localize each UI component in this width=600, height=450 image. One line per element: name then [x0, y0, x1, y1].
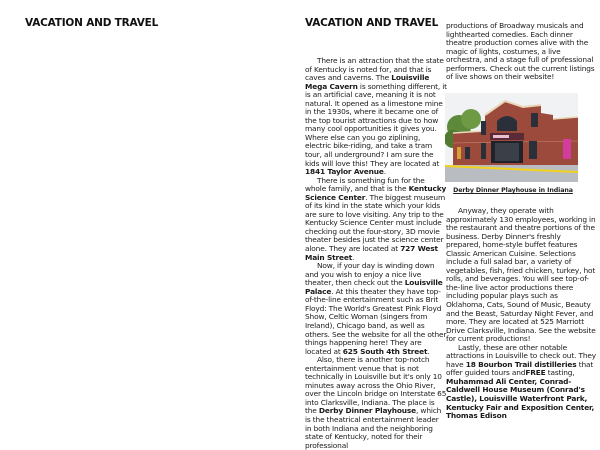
text: .	[383, 167, 386, 177]
left-page-heading: VACATION AND TRAVEL	[25, 17, 159, 29]
paragraph-derby-dinner	[305, 356, 447, 450]
bold-address: 727 West Main Street	[305, 244, 438, 262]
bold-place-list: Muhammad Ali Center, Conrad-Caldwell House Museum (Conrad's Castle), Louisville Waterfront Park, Kentucky Fair and Exposition Center, Thomas Edison	[446, 376, 595, 421]
paragraph-other-attractions	[446, 344, 596, 421]
bold-address: 625 South 4th Street	[342, 346, 428, 356]
text: , which is the theatrical entertainment leader in both Indiana and the neighboring state of Kentucky, noted for their professional	[305, 406, 442, 450]
paragraph-productions: productions of Broadway musicals and lighthearted comedies. Each dinner theatre production comes alive with the magic of lights, costumes, a live orchestra, and a stage full of professional performers. Check out the current listings of live shows on their website!	[446, 21, 595, 82]
text: Now, if your day is winding down and you wish to enjoy a nice live theater, then check out the	[305, 261, 435, 288]
text: . At this theater they have top-of-the-line entertainment such as Brit Floyd: The World's Greatest Pink Floyd Show, Celtic Woman (singers from Ireland), Chicago band, as well as others. See the website for all the other things happening here! They are located at	[305, 286, 447, 356]
playhouse-photo	[445, 93, 578, 182]
text: Also, there is another top-notch entertainment venue that is not technically in Louisville but it's only 10 minutes away across the Ohio River, over the Lincoln bridge on Interstate 65 into Clarksville, Indiana. The place is the	[305, 355, 447, 416]
article-column-1	[305, 57, 447, 450]
bold-address: 1841 Taylor Avenue	[305, 167, 384, 177]
bold-place-name: 18 Bourbon Trail distilleries	[465, 359, 577, 369]
right-page-heading: VACATION AND TRAVEL	[305, 17, 439, 29]
paragraph-derby-operations: Anyway, they operate with approximately 130 employees, working in the restaurant and theatre portions of the business. Derby Dinner's freshly prepared, home-style buffet features Classic American Cuisine. Selections include a full salad bar, a variety of vegetables, fish, fried chicken, turkey, hot rolls, and beverages. You will see top-of-the-line live actor productions there including popular plays such as Oklahoma, Cats, Sound of Music, Beauty and the Beast, Saturday Night Fever, and more. They are located at 525 Marriott Drive Clarksville, Indiana. See the website for current productions!	[446, 206, 596, 344]
paragraph-science-center	[305, 177, 447, 262]
article-column-2	[446, 22, 596, 82]
text: There is something fun for the whole family, and that is the	[305, 175, 425, 194]
text: tasting,	[545, 368, 575, 378]
text: is something different, it is an artificial cave, meaning it is not natural. It opened as a limestone mine in the 1930s, where it became one of the top tourist attractions due to how many cool opportunities it gives you. Where else can you go ziplining, electric bike-riding, and take a tram tour, all underground? I am sure the kids will love this! They are located at	[305, 81, 447, 168]
paragraph-louisville-palace	[305, 262, 447, 356]
paragraph-mega-cavern	[305, 57, 447, 177]
text: Lastly, these are other notable attractions in Louisville to check out. They have	[446, 342, 597, 369]
photo-caption: Derby Dinner Playhouse in Indiana	[453, 187, 573, 194]
bold-place-name: Kentucky Science Center	[305, 184, 447, 202]
text: . The biggest museum of its kind in the state which your kids are sure to love visiting. Any trip to the Kentucky Science Center must include checking out the four-story, 3D movie theater besides just the science center alone. They are located at	[305, 192, 446, 254]
bold-emphasis: FREE	[525, 368, 546, 378]
text: that offer guided tours and	[446, 359, 594, 378]
text: There is an attraction that the state of Kentucky is noted for, and that is caves and caverns. The	[305, 56, 444, 83]
article-column-2-continued	[446, 207, 596, 421]
text: .	[352, 252, 355, 262]
bold-place-name: Louisville Mega Cavern	[305, 73, 430, 91]
building-image	[445, 93, 578, 182]
bold-place-name: Derby Dinner Playhouse	[318, 406, 417, 416]
bold-place-name: Louisville Palace	[305, 278, 443, 296]
text: .	[427, 346, 430, 356]
